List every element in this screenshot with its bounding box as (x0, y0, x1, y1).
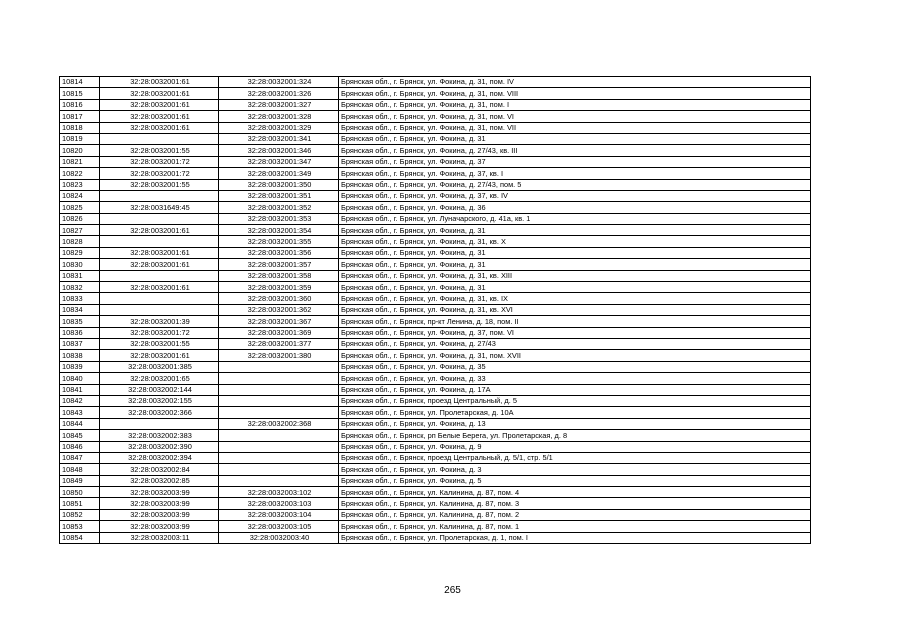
table-row (60, 521, 811, 532)
parent-cadastral-number-cell: 32:28:0032001:61 (100, 99, 219, 110)
parent-cadastral-number-cell: 32:28:0032001:61 (100, 88, 219, 99)
row-number-cell: 10830 (60, 259, 100, 270)
row-number-cell: 10831 (60, 270, 100, 281)
row-number-cell: 10835 (60, 316, 100, 327)
row-number-cell: 10816 (60, 99, 100, 110)
parent-cadastral-number-cell: 32:28:0032001:55 (100, 179, 219, 190)
object-cadastral-number-cell: 32:28:0032001:346 (219, 145, 339, 156)
address-cell: Брянская обл., г. Брянск, ул. Калинина, д. 87, пом. 3 (339, 498, 811, 509)
parent-cadastral-number-cell (100, 270, 219, 281)
table-row (60, 259, 811, 270)
row-number-cell: 10838 (60, 350, 100, 361)
row-number-cell: 10852 (60, 509, 100, 520)
parent-cadastral-number-cell: 32:28:0032001:61 (100, 225, 219, 236)
parent-cadastral-number-cell: 32:28:0032002:394 (100, 452, 219, 463)
address-cell: Брянская обл., г. Брянск, ул. Калинина, д. 87, пом. 2 (339, 509, 811, 520)
row-number-cell: 10839 (60, 361, 100, 372)
object-cadastral-number-cell (219, 395, 339, 406)
address-cell: Брянская обл., г. Брянск, ул. Пролетарская, д. 1, пом. I (339, 532, 811, 543)
object-cadastral-number-cell: 32:28:0032001:353 (219, 213, 339, 224)
table-row (60, 122, 811, 133)
table-body (60, 77, 811, 544)
row-number-cell: 10822 (60, 168, 100, 179)
address-cell: Брянская обл., г. Брянск, ул. Фокина, д. 37, кв. I (339, 168, 811, 179)
object-cadastral-number-cell: 32:28:0032001:329 (219, 122, 339, 133)
row-number-cell: 10850 (60, 487, 100, 498)
table-row (60, 464, 811, 475)
object-cadastral-number-cell: 32:28:0032001:356 (219, 247, 339, 258)
row-number-cell: 10827 (60, 225, 100, 236)
parent-cadastral-number-cell (100, 418, 219, 429)
address-cell: Брянская обл., г. Брянск, ул. Фокина, д. 31, пом. IV (339, 77, 811, 88)
object-cadastral-number-cell: 32:28:0032001:380 (219, 350, 339, 361)
parent-cadastral-number-cell: 32:28:0032001:72 (100, 168, 219, 179)
table-row (60, 270, 811, 281)
address-cell: Брянская обл., г. Брянск, ул. Фокина, д. 36 (339, 202, 811, 213)
address-cell: Брянская обл., г. Брянск, ул. Фокина, д. 31 (339, 259, 811, 270)
parent-cadastral-number-cell: 32:28:0032003:99 (100, 509, 219, 520)
address-cell: Брянская обл., г. Брянск, ул. Фокина, д. 33 (339, 373, 811, 384)
object-cadastral-number-cell: 32:28:0032001:354 (219, 225, 339, 236)
address-cell: Брянская обл., г. Брянск, пр-кт Ленина, д. 18, пом. II (339, 316, 811, 327)
parent-cadastral-number-cell: 32:28:0032001:61 (100, 122, 219, 133)
row-number-cell: 10823 (60, 179, 100, 190)
address-cell: Брянская обл., г. Брянск, ул. Луначарского, д. 41а, кв. 1 (339, 213, 811, 224)
table-row (60, 532, 811, 543)
address-cell: Брянская обл., г. Брянск, ул. Фокина, д. 37, кв. IV (339, 190, 811, 201)
parent-cadastral-number-cell: 32:28:0032001:55 (100, 338, 219, 349)
address-cell: Брянская обл., г. Брянск, ул. Фокина, д. 5 (339, 475, 811, 486)
row-number-cell: 10832 (60, 282, 100, 293)
address-cell: Брянская обл., г. Брянск, ул. Фокина, д. 27/43, пом. 5 (339, 179, 811, 190)
table-row (60, 395, 811, 406)
object-cadastral-number-cell: 32:28:0032001:360 (219, 293, 339, 304)
object-cadastral-number-cell: 32:28:0032001:367 (219, 316, 339, 327)
parent-cadastral-number-cell: 32:28:0032001:72 (100, 327, 219, 338)
address-cell: Брянская обл., г. Брянск, ул. Фокина, д. 31, кв. X (339, 236, 811, 247)
row-number-cell: 10821 (60, 156, 100, 167)
object-cadastral-number-cell: 32:28:0032003:104 (219, 509, 339, 520)
parent-cadastral-number-cell: 32:28:0032001:61 (100, 111, 219, 122)
row-number-cell: 10826 (60, 213, 100, 224)
object-cadastral-number-cell: 32:28:0032001:352 (219, 202, 339, 213)
parent-cadastral-number-cell (100, 236, 219, 247)
row-number-cell: 10833 (60, 293, 100, 304)
row-number-cell: 10854 (60, 532, 100, 543)
table-row (60, 338, 811, 349)
row-number-cell: 10845 (60, 430, 100, 441)
object-cadastral-number-cell: 32:28:0032001:326 (219, 88, 339, 99)
address-cell: Брянская обл., г. Брянск, рп Белые Берега, ул. Пролетарская, д. 8 (339, 430, 811, 441)
object-cadastral-number-cell: 32:28:0032001:324 (219, 77, 339, 88)
parent-cadastral-number-cell: 32:28:0032002:85 (100, 475, 219, 486)
object-cadastral-number-cell: 32:28:0032002:368 (219, 418, 339, 429)
object-cadastral-number-cell: 32:28:0032001:347 (219, 156, 339, 167)
table-row (60, 179, 811, 190)
object-cadastral-number-cell: 32:28:0032001:369 (219, 327, 339, 338)
table-row (60, 156, 811, 167)
row-number-cell: 10837 (60, 338, 100, 349)
address-cell: Брянская обл., г. Брянск, ул. Пролетарская, д. 10А (339, 407, 811, 418)
parent-cadastral-number-cell: 32:28:0032002:155 (100, 395, 219, 406)
table-row (60, 236, 811, 247)
table-row (60, 407, 811, 418)
table-row (60, 213, 811, 224)
object-cadastral-number-cell: 32:28:0032001:351 (219, 190, 339, 201)
object-cadastral-number-cell (219, 361, 339, 372)
object-cadastral-number-cell: 32:28:0032001:358 (219, 270, 339, 281)
table-row (60, 225, 811, 236)
row-number-cell: 10829 (60, 247, 100, 258)
table-row (60, 361, 811, 372)
parent-cadastral-number-cell: 32:28:0032003:99 (100, 487, 219, 498)
object-cadastral-number-cell: 32:28:0032001:355 (219, 236, 339, 247)
object-cadastral-number-cell: 32:28:0032003:102 (219, 487, 339, 498)
table-row (60, 111, 811, 122)
address-cell: Брянская обл., г. Брянск, проезд Центральный, д. 5/1, стр. 5/1 (339, 452, 811, 463)
table-row (60, 316, 811, 327)
parent-cadastral-number-cell (100, 133, 219, 144)
table-row (60, 475, 811, 486)
address-cell: Брянская обл., г. Брянск, ул. Фокина, д. 31, кв. IX (339, 293, 811, 304)
address-cell: Брянская обл., г. Брянск, ул. Калинина, д. 87, пом. 1 (339, 521, 811, 532)
row-number-cell: 10828 (60, 236, 100, 247)
row-number-cell: 10834 (60, 304, 100, 315)
row-number-cell: 10842 (60, 395, 100, 406)
address-cell: Брянская обл., г. Брянск, ул. Калинина, д. 87, пом. 4 (339, 487, 811, 498)
table-row (60, 202, 811, 213)
object-cadastral-number-cell: 32:28:0032001:357 (219, 259, 339, 270)
parent-cadastral-number-cell: 32:28:0032002:366 (100, 407, 219, 418)
row-number-cell: 10836 (60, 327, 100, 338)
address-cell: Брянская обл., г. Брянск, ул. Фокина, д. 17А (339, 384, 811, 395)
row-number-cell: 10825 (60, 202, 100, 213)
object-cadastral-number-cell: 32:28:0032001:327 (219, 99, 339, 110)
object-cadastral-number-cell: 32:28:0032001:328 (219, 111, 339, 122)
parent-cadastral-number-cell: 32:28:0032002:383 (100, 430, 219, 441)
address-cell: Брянская обл., г. Брянск, ул. Фокина, д. 37, пом. VI (339, 327, 811, 338)
property-table (59, 76, 811, 544)
page-number: 265 (444, 585, 461, 596)
address-cell: Брянская обл., г. Брянск, ул. Фокина, д. 31, кв. XIII (339, 270, 811, 281)
table-row (60, 304, 811, 315)
parent-cadastral-number-cell: 32:28:0032003:99 (100, 498, 219, 509)
address-cell: Брянская обл., г. Брянск, ул. Фокина, д. 31, кв. XVI (339, 304, 811, 315)
address-cell: Брянская обл., г. Брянск, ул. Фокина, д. 31 (339, 247, 811, 258)
table-row (60, 350, 811, 361)
object-cadastral-number-cell: 32:28:0032003:40 (219, 532, 339, 543)
parent-cadastral-number-cell: 32:28:0032002:144 (100, 384, 219, 395)
table-row (60, 293, 811, 304)
table-row (60, 168, 811, 179)
parent-cadastral-number-cell: 32:28:0032001:65 (100, 373, 219, 384)
row-number-cell: 10849 (60, 475, 100, 486)
table-row (60, 373, 811, 384)
address-cell: Брянская обл., г. Брянск, ул. Фокина, д. 13 (339, 418, 811, 429)
row-number-cell: 10840 (60, 373, 100, 384)
table-row (60, 145, 811, 156)
address-cell: Брянская обл., г. Брянск, ул. Фокина, д. 31 (339, 133, 811, 144)
address-cell: Брянская обл., г. Брянск, проезд Центральный, д. 5 (339, 395, 811, 406)
table-row (60, 418, 811, 429)
parent-cadastral-number-cell: 32:28:0032001:385 (100, 361, 219, 372)
address-cell: Брянская обл., г. Брянск, ул. Фокина, д. 31 (339, 282, 811, 293)
address-cell: Брянская обл., г. Брянск, ул. Фокина, д. 3 (339, 464, 811, 475)
object-cadastral-number-cell (219, 464, 339, 475)
table-row (60, 327, 811, 338)
table-row (60, 247, 811, 258)
parent-cadastral-number-cell: 32:28:0032001:39 (100, 316, 219, 327)
row-number-cell: 10848 (60, 464, 100, 475)
table-row (60, 88, 811, 99)
object-cadastral-number-cell: 32:28:0032003:103 (219, 498, 339, 509)
object-cadastral-number-cell: 32:28:0032001:377 (219, 338, 339, 349)
table-row (60, 190, 811, 201)
row-number-cell: 10815 (60, 88, 100, 99)
row-number-cell: 10819 (60, 133, 100, 144)
row-number-cell: 10847 (60, 452, 100, 463)
object-cadastral-number-cell: 32:28:0032003:105 (219, 521, 339, 532)
object-cadastral-number-cell: 32:28:0032001:362 (219, 304, 339, 315)
object-cadastral-number-cell (219, 430, 339, 441)
parent-cadastral-number-cell: 32:28:0032002:84 (100, 464, 219, 475)
object-cadastral-number-cell: 32:28:0032001:350 (219, 179, 339, 190)
table-row (60, 99, 811, 110)
row-number-cell: 10841 (60, 384, 100, 395)
address-cell: Брянская обл., г. Брянск, ул. Фокина, д. 35 (339, 361, 811, 372)
parent-cadastral-number-cell: 32:28:0032001:61 (100, 282, 219, 293)
address-cell: Брянская обл., г. Брянск, ул. Фокина, д. 31 (339, 225, 811, 236)
table-row (60, 498, 811, 509)
object-cadastral-number-cell: 32:28:0032001:359 (219, 282, 339, 293)
table-row (60, 77, 811, 88)
row-number-cell: 10844 (60, 418, 100, 429)
parent-cadastral-number-cell: 32:28:0032001:61 (100, 247, 219, 258)
address-cell: Брянская обл., г. Брянск, ул. Фокина, д. 31, пом. XVII (339, 350, 811, 361)
parent-cadastral-number-cell: 32:28:0032002:390 (100, 441, 219, 452)
table-row (60, 487, 811, 498)
row-number-cell: 10853 (60, 521, 100, 532)
object-cadastral-number-cell (219, 452, 339, 463)
parent-cadastral-number-cell (100, 304, 219, 315)
address-cell: Брянская обл., г. Брянск, ул. Фокина, д. 31, пом. I (339, 99, 811, 110)
address-cell: Брянская обл., г. Брянск, ул. Фокина, д. 31, пом. VII (339, 122, 811, 133)
parent-cadastral-number-cell (100, 190, 219, 201)
row-number-cell: 10818 (60, 122, 100, 133)
row-number-cell: 10843 (60, 407, 100, 418)
row-number-cell: 10817 (60, 111, 100, 122)
table-row (60, 282, 811, 293)
row-number-cell: 10820 (60, 145, 100, 156)
object-cadastral-number-cell: 32:28:0032001:341 (219, 133, 339, 144)
address-cell: Брянская обл., г. Брянск, ул. Фокина, д. 31, пом. VIII (339, 88, 811, 99)
address-cell: Брянская обл., г. Брянск, ул. Фокина, д. 27/43, кв. III (339, 145, 811, 156)
object-cadastral-number-cell (219, 384, 339, 395)
parent-cadastral-number-cell: 32:28:0032001:72 (100, 156, 219, 167)
address-cell: Брянская обл., г. Брянск, ул. Фокина, д. 31, пом. VI (339, 111, 811, 122)
row-number-cell: 10851 (60, 498, 100, 509)
parent-cadastral-number-cell (100, 293, 219, 304)
object-cadastral-number-cell: 32:28:0032001:349 (219, 168, 339, 179)
address-cell: Брянская обл., г. Брянск, ул. Фокина, д. 9 (339, 441, 811, 452)
table-row (60, 509, 811, 520)
parent-cadastral-number-cell: 32:28:0032001:61 (100, 259, 219, 270)
row-number-cell: 10814 (60, 77, 100, 88)
parent-cadastral-number-cell (100, 213, 219, 224)
table-row (60, 133, 811, 144)
parent-cadastral-number-cell: 32:28:0032001:55 (100, 145, 219, 156)
table-row (60, 430, 811, 441)
object-cadastral-number-cell (219, 441, 339, 452)
table-row (60, 452, 811, 463)
object-cadastral-number-cell (219, 373, 339, 384)
table-row (60, 441, 811, 452)
object-cadastral-number-cell (219, 407, 339, 418)
parent-cadastral-number-cell: 32:28:0031649:45 (100, 202, 219, 213)
parent-cadastral-number-cell: 32:28:0032003:11 (100, 532, 219, 543)
address-cell: Брянская обл., г. Брянск, ул. Фокина, д. 37 (339, 156, 811, 167)
parent-cadastral-number-cell: 32:28:0032001:61 (100, 77, 219, 88)
parent-cadastral-number-cell: 32:28:0032001:61 (100, 350, 219, 361)
row-number-cell: 10846 (60, 441, 100, 452)
parent-cadastral-number-cell: 32:28:0032003:99 (100, 521, 219, 532)
object-cadastral-number-cell (219, 475, 339, 486)
table-row (60, 384, 811, 395)
address-cell: Брянская обл., г. Брянск, ул. Фокина, д. 27/43 (339, 338, 811, 349)
row-number-cell: 10824 (60, 190, 100, 201)
